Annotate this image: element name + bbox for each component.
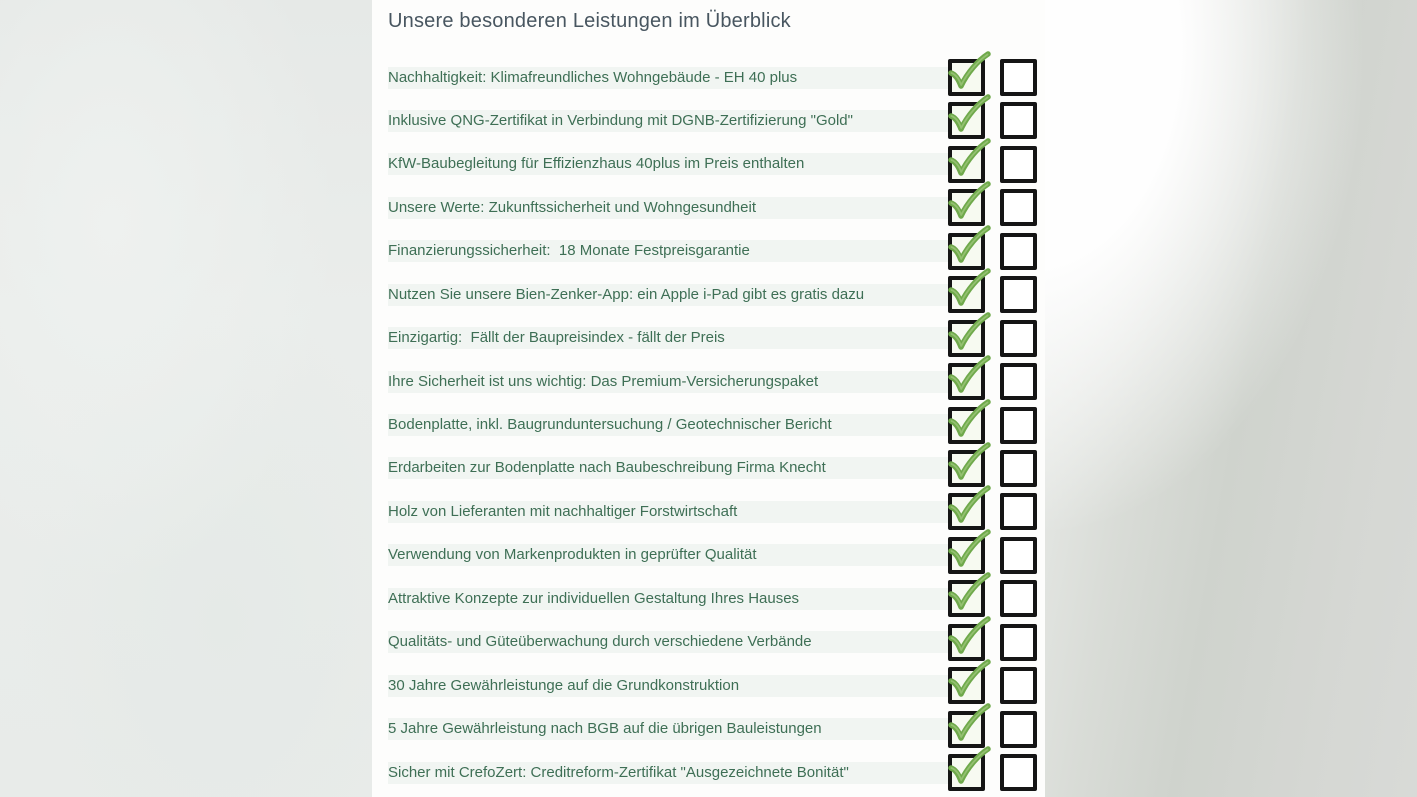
checklist-item-label: Holz von Lieferanten mit nachhaltiger Forstwirtschaft: [388, 501, 948, 523]
blurred-background-left: [0, 0, 372, 797]
check-icon: [947, 614, 991, 660]
checkbox-checked[interactable]: [948, 189, 985, 226]
checklist-row: [372, 751, 1045, 794]
checkbox-empty[interactable]: [1000, 667, 1037, 704]
checkbox-checked[interactable]: [948, 146, 985, 183]
check-icon: [947, 701, 991, 747]
checkbox-checked[interactable]: [948, 493, 985, 530]
checklist-item-label: Sicher mit CrefoZert: Creditreform-Zertifikat "Ausgezeichnete Bonität": [388, 762, 948, 784]
checkbox-empty[interactable]: [1000, 363, 1037, 400]
check-icon: [947, 179, 991, 225]
checklist-item-label: 5 Jahre Gewährleistung nach BGB auf die übrigen Bauleistungen: [388, 718, 948, 740]
checkbox-empty[interactable]: [1000, 624, 1037, 661]
check-icon: [947, 483, 991, 529]
checklist-row: [372, 403, 1045, 446]
checkbox-checked[interactable]: [948, 363, 985, 400]
checklist-item-label: Finanzierungssicherheit: 18 Monate Festpreisgarantie: [388, 240, 948, 262]
checklist-item-label: KfW-Baubegleitung für Effizienzhaus 40plus im Preis enthalten: [388, 153, 948, 175]
checkbox-empty[interactable]: [1000, 233, 1037, 270]
check-icon: [947, 223, 991, 269]
document-page: [372, 0, 1045, 797]
checklist-row: [372, 230, 1045, 273]
checkbox-checked[interactable]: [948, 624, 985, 661]
checkbox-empty[interactable]: [1000, 189, 1037, 226]
checkbox-checked[interactable]: [948, 59, 985, 96]
checklist-row: [372, 534, 1045, 577]
checklist-item-label: Unsere Werte: Zukunftssicherheit und Wohngesundheit: [388, 197, 948, 219]
checkbox-empty[interactable]: [1000, 102, 1037, 139]
checklist-item-label: Ihre Sicherheit ist uns wichtig: Das Premium-Versicherungspaket: [388, 371, 948, 393]
check-icon: [947, 136, 991, 182]
checklist-item-label: Verwendung von Markenprodukten in geprüfter Qualität: [388, 544, 948, 566]
checklist-row: [372, 664, 1045, 707]
checkbox-empty[interactable]: [1000, 537, 1037, 574]
checklist-item-label: Erdarbeiten zur Bodenplatte nach Baubeschreibung Firma Knecht: [388, 457, 948, 479]
check-icon: [947, 266, 991, 312]
checklist-item-label: 30 Jahre Gewährleistunge auf die Grundkonstruktion: [388, 675, 948, 697]
checkbox-checked[interactable]: [948, 754, 985, 791]
checkbox-checked[interactable]: [948, 711, 985, 748]
checkbox-checked[interactable]: [948, 276, 985, 313]
check-icon: [947, 92, 991, 138]
checklist-item-label: Nachhaltigkeit: Klimafreundliches Wohngebäude - EH 40 plus: [388, 67, 948, 89]
checklist-row: [372, 707, 1045, 750]
checklist-row: [372, 273, 1045, 316]
checklist-row: [372, 316, 1045, 359]
checklist-item-label: Attraktive Konzepte zur individuellen Gestaltung Ihres Hauses: [388, 588, 948, 610]
checklist-item-label: Qualitäts- und Güteüberwachung durch verschiedene Verbände: [388, 631, 948, 653]
checklist-row: [372, 360, 1045, 403]
checklist-item-label: Einzigartig: Fällt der Baupreisindex - fällt der Preis: [388, 327, 948, 349]
check-icon: [947, 440, 991, 486]
checklist: [372, 56, 1045, 794]
checkbox-empty[interactable]: [1000, 493, 1037, 530]
checklist-row: [372, 490, 1045, 533]
blurred-background-right: [1045, 0, 1417, 797]
checklist-row: [372, 577, 1045, 620]
checklist-row: [372, 447, 1045, 490]
checkbox-checked[interactable]: [948, 450, 985, 487]
checkbox-checked[interactable]: [948, 580, 985, 617]
check-icon: [947, 657, 991, 703]
checklist-row: [372, 186, 1045, 229]
checkbox-empty[interactable]: [1000, 146, 1037, 183]
checkbox-empty[interactable]: [1000, 320, 1037, 357]
checkbox-checked[interactable]: [948, 233, 985, 270]
checkbox-empty[interactable]: [1000, 580, 1037, 617]
checkbox-empty[interactable]: [1000, 450, 1037, 487]
checklist-row: [372, 56, 1045, 99]
checkbox-empty[interactable]: [1000, 711, 1037, 748]
check-icon: [947, 527, 991, 573]
checklist-row: [372, 143, 1045, 186]
checkbox-empty[interactable]: [1000, 276, 1037, 313]
checklist-row: [372, 620, 1045, 663]
check-icon: [947, 49, 991, 95]
check-icon: [947, 744, 991, 790]
page-title: Unsere besonderen Leistungen im Überblick: [388, 10, 791, 32]
check-icon: [947, 353, 991, 399]
checkbox-checked[interactable]: [948, 667, 985, 704]
checkbox-checked[interactable]: [948, 320, 985, 357]
checkbox-empty[interactable]: [1000, 407, 1037, 444]
checkbox-empty[interactable]: [1000, 59, 1037, 96]
checklist-item-label: Nutzen Sie unsere Bien-Zenker-App: ein Apple i-Pad gibt es gratis dazu: [388, 284, 948, 306]
checklist-row: [372, 99, 1045, 142]
check-icon: [947, 570, 991, 616]
checklist-item-label: Inklusive QNG-Zertifikat in Verbindung mit DGNB-Zertifizierung "Gold": [388, 110, 948, 132]
checkbox-checked[interactable]: [948, 407, 985, 444]
checkbox-checked[interactable]: [948, 537, 985, 574]
checklist-item-label: Bodenplatte, inkl. Baugrunduntersuchung / Geotechnischer Bericht: [388, 414, 948, 436]
checkbox-checked[interactable]: [948, 102, 985, 139]
checkbox-empty[interactable]: [1000, 754, 1037, 791]
check-icon: [947, 310, 991, 356]
check-icon: [947, 397, 991, 443]
